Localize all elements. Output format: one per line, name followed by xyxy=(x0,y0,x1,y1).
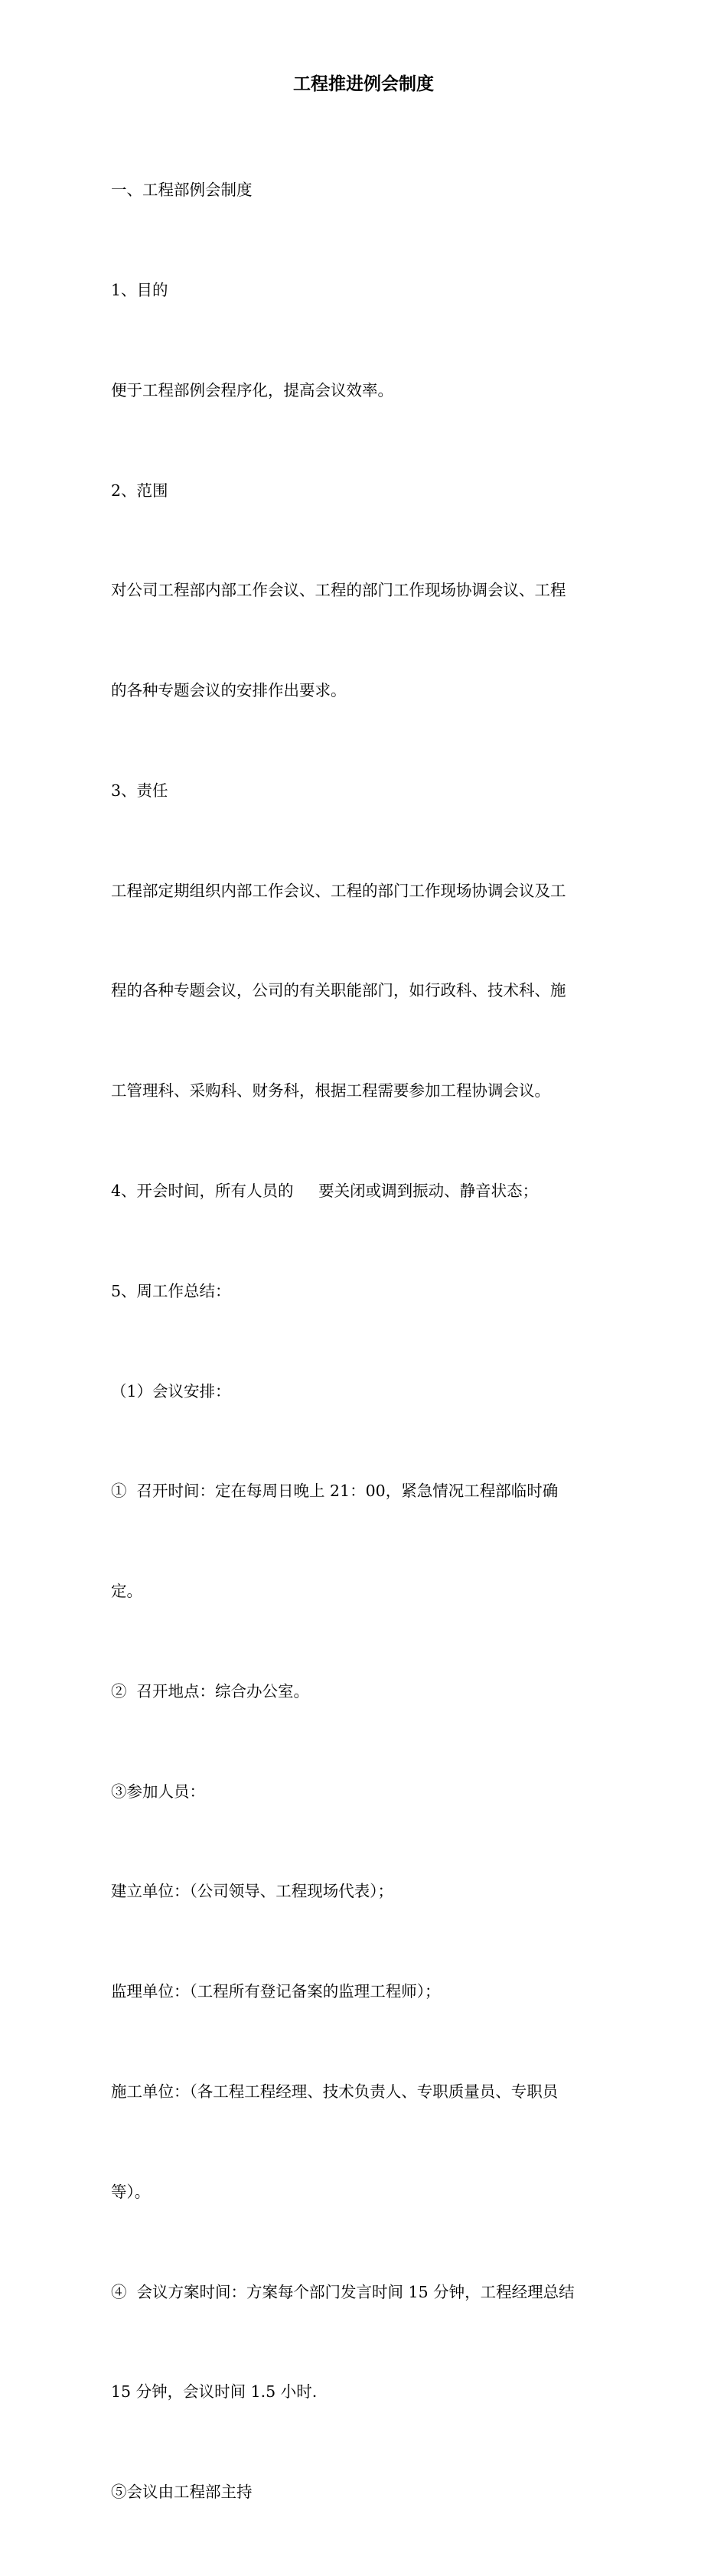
paragraph-line: 的各种专题会议的安排作出要求。 xyxy=(111,681,347,700)
list-item: ② 召开地点：综合办公室。 xyxy=(111,1681,310,1700)
paragraph-line: 程的各种专题会议，公司的有关职能部门，如行政科、技术科、施 xyxy=(111,981,566,1000)
list-heading: （1）会议安排： xyxy=(111,1381,231,1400)
paragraph-line: 便于工程部例会程序化，提高会议效率。 xyxy=(111,380,393,399)
subsection-heading: 1、目的 xyxy=(111,280,168,299)
paragraph-line: 对公司工程部内部工作会议、工程的部门工作现场协调会议、工程 xyxy=(111,581,566,600)
paragraph-line: 工程部定期组织内部工作会议、工程的部门工作现场协调会议及工 xyxy=(111,881,566,900)
list-item: ① 召开时间：定在每周日晚上 21：00，紧急情况工程部临时确 xyxy=(111,1482,559,1501)
document-body xyxy=(111,107,616,2576)
list-item-continuation: 定。 xyxy=(111,1582,142,1601)
list-item: ④ 会议方案时间：方案每个部门发言时间 15 分钟，工程经理总结 xyxy=(111,2282,575,2301)
participant-line: 施工单位：（各工程工程经理、技术负责人、专职质量员、专职员 xyxy=(111,2082,559,2102)
participant-line-continuation: 等）。 xyxy=(111,2182,151,2201)
list-item: ③参加人员： xyxy=(111,1782,205,1801)
participant-line: 建立单位：（公司领导、工程现场代表）； xyxy=(111,1882,393,1901)
list-item: ⑤会议由工程部主持 xyxy=(111,2483,253,2502)
subsection-heading: 5、周工作总结： xyxy=(111,1281,231,1300)
paragraph-line: 4、开会时间，所有人员的 要关闭或调到振动、静音状态； xyxy=(111,1182,539,1200)
subsection-heading: 3、责任 xyxy=(111,781,168,800)
section-heading: 一、工程部例会制度 xyxy=(111,181,253,200)
participant-line: 监理单位：（工程所有登记备案的监理工程师）； xyxy=(111,1982,441,2001)
list-item-continuation: 15 分钟，会议时间 1.5 小时. xyxy=(111,2382,318,2402)
document-title: 工程推进例会制度 xyxy=(293,74,434,94)
paragraph-line: 工管理科、采购科、财务科，根据工程需要参加工程协调会议。 xyxy=(111,1081,550,1101)
subsection-heading: 2、范围 xyxy=(111,481,168,500)
